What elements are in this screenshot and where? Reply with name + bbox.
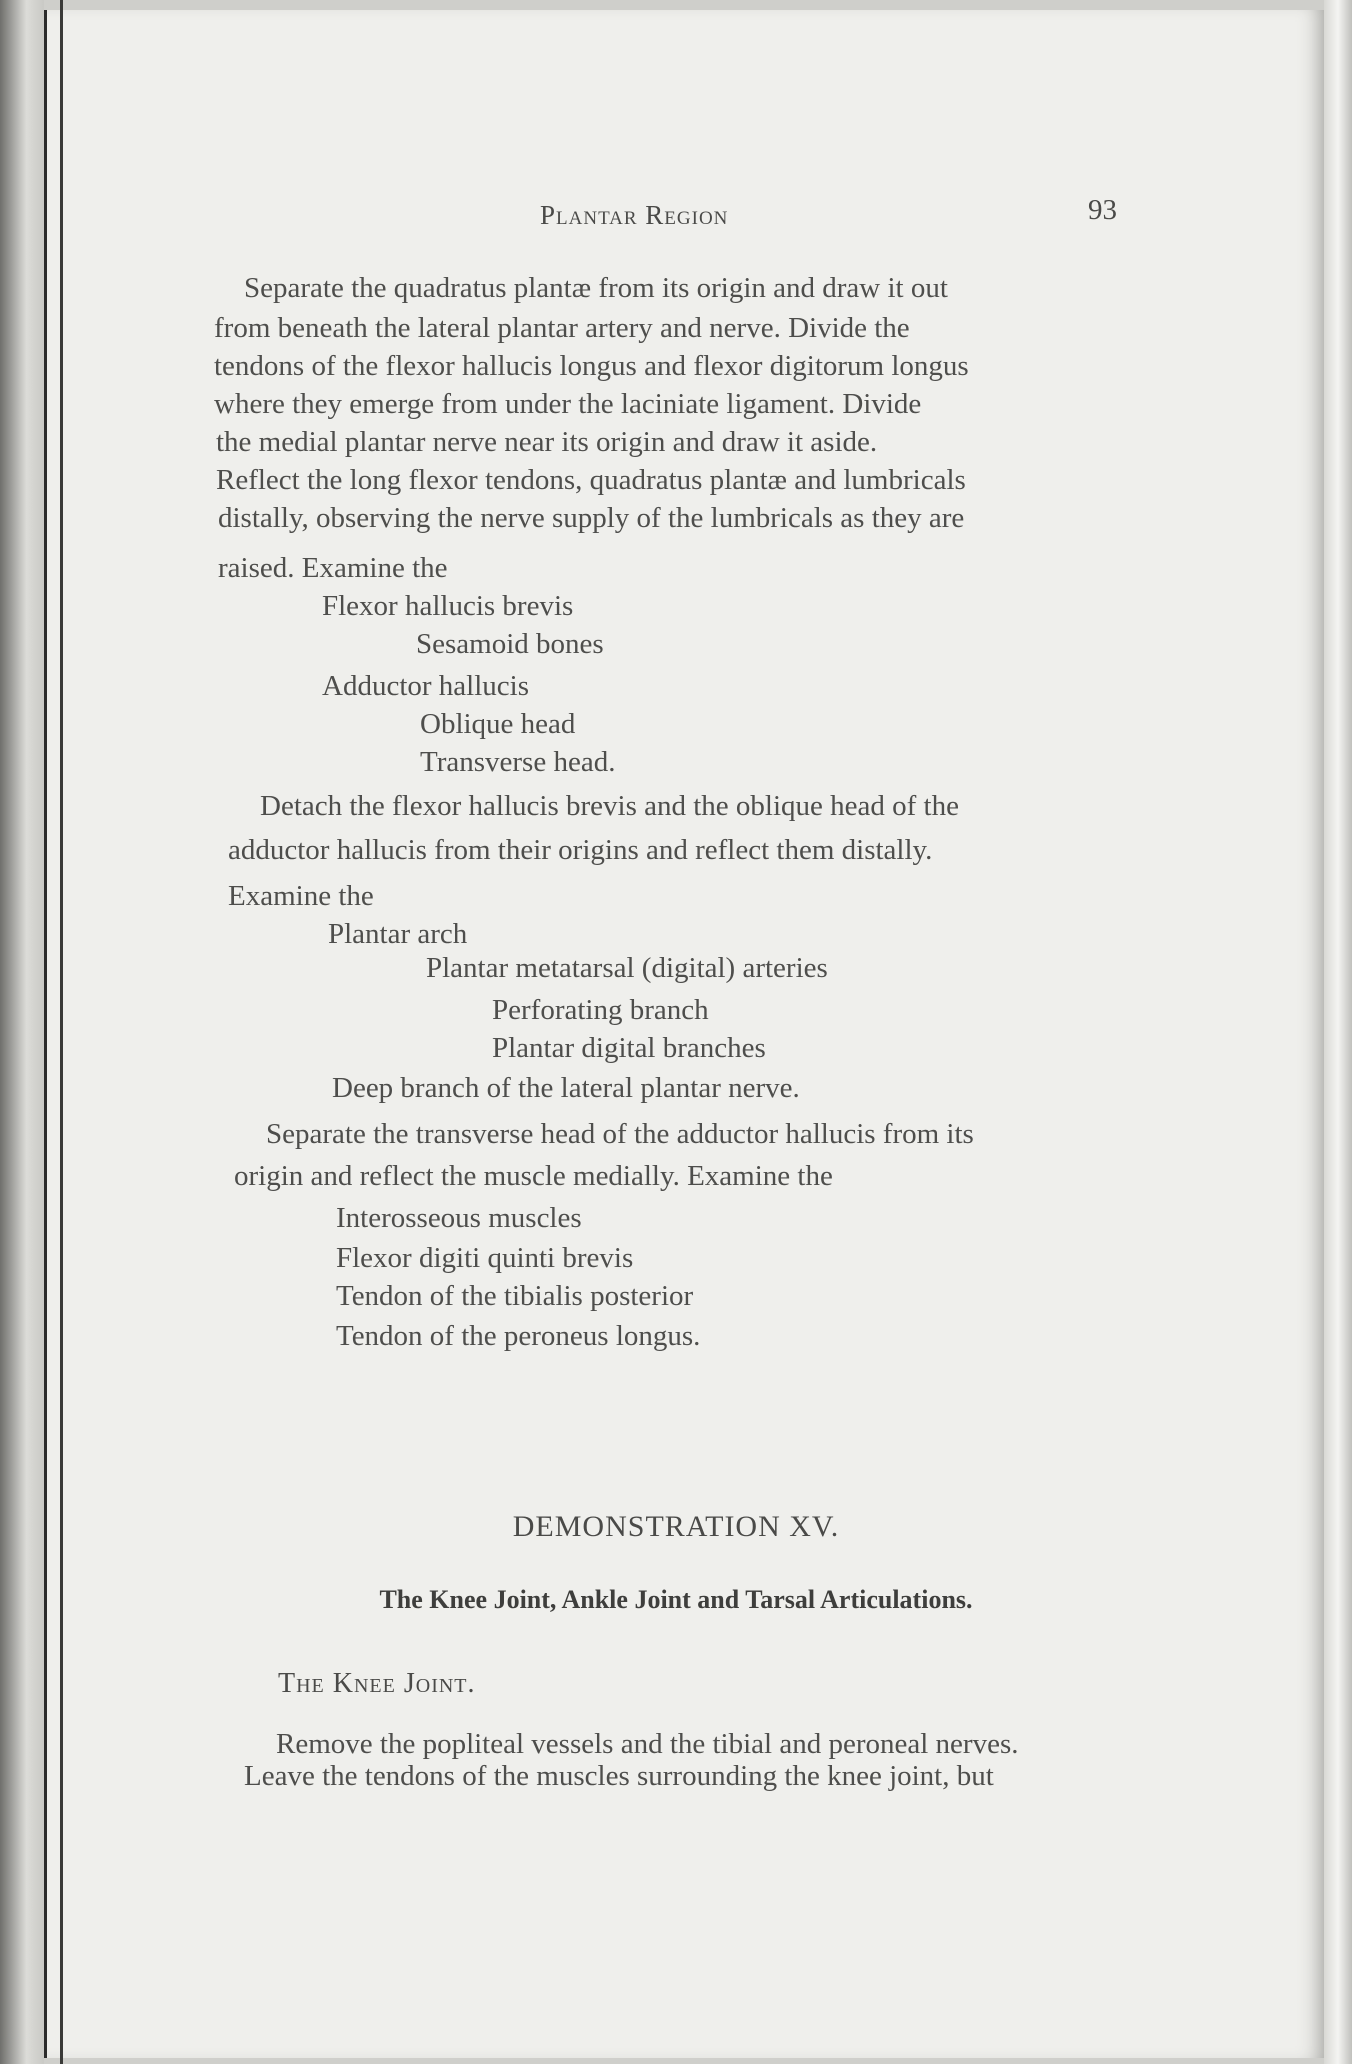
text-line: distally, observing the nerve supply of the lumbricals as they are	[218, 502, 965, 534]
text-line: tendons of the flexor hallucis longus and flexor digitorum longus	[214, 350, 969, 382]
text-line: Leave the tendons of the muscles surrounding the knee joint, but	[244, 1760, 994, 1792]
list-item: Adductor hallucis	[322, 670, 529, 702]
text-line: adductor hallucis from their origins and reflect them distally.	[228, 834, 933, 866]
text-line: origin and reflect the muscle medially. Examine the	[234, 1160, 833, 1192]
list-item: Flexor hallucis brevis	[322, 590, 574, 622]
demonstration-title: DEMONSTRATION XV.	[512, 1510, 840, 1543]
text-line: raised. Examine the	[218, 552, 448, 584]
list-item: Deep branch of the lateral plantar nerve.	[332, 1072, 800, 1104]
text-line: where they emerge from under the laciniate ligament. Divide	[214, 388, 922, 420]
list-item: Tendon of the tibialis posterior	[336, 1280, 694, 1312]
list-item: Flexor digiti quinti brevis	[336, 1242, 634, 1274]
text-line: Detach the flexor hallucis brevis and the oblique head of the	[260, 790, 959, 822]
list-item: Plantar digital branches	[492, 1032, 766, 1064]
demonstration-subtitle: The Knee Joint, Ankle Joint and Tarsal Articulations.	[379, 1585, 973, 1614]
book-spine-shadow	[0, 0, 44, 2064]
section-heading: The Knee Joint.	[278, 1668, 476, 1699]
list-item: Plantar metatarsal (digital) arteries	[426, 952, 828, 984]
list-item: Transverse head.	[420, 746, 616, 778]
text-line: Remove the popliteal vessels and the tibial and peroneal nerves.	[276, 1728, 1019, 1760]
list-item: Oblique head	[420, 708, 576, 740]
text-line: Separate the transverse head of the adductor hallucis from its	[266, 1118, 974, 1150]
text-line: Examine the	[228, 880, 374, 912]
text-line: Separate the quadratus plantæ from its origin and draw it out	[244, 272, 948, 304]
text-line: from beneath the lateral plantar artery and nerve. Divide the	[214, 312, 910, 344]
list-item: Tendon of the peroneus longus.	[336, 1320, 701, 1352]
list-item: Interosseous muscles	[336, 1202, 582, 1234]
list-item: Plantar arch	[328, 918, 468, 950]
list-item: Sesamoid bones	[416, 628, 604, 660]
text-line: the medial plantar nerve near its origin and draw it aside.	[216, 426, 878, 458]
page-number: 93	[1088, 194, 1117, 226]
running-header-title: Plantar Region	[540, 200, 729, 230]
list-item: Perforating branch	[492, 994, 709, 1026]
text-line: Reflect the long flexor tendons, quadratus plantæ and lumbricals	[216, 464, 966, 496]
page-gutter-line	[60, 0, 63, 2064]
page-right-edge	[1324, 0, 1352, 2064]
